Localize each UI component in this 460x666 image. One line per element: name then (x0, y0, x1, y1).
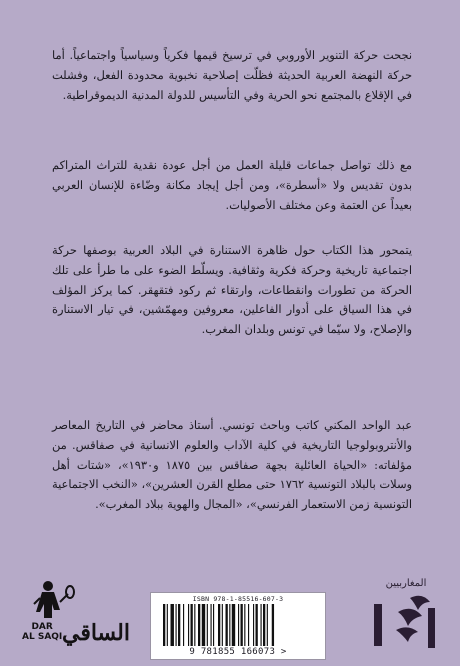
author-bio-paragraph: عبد الواحد المكني كاتب وباحث تونسي. أستاذ محاضر في التاريخ المعاصر والأنتروبولوجيا التاريخية في كلية الآداب والعلوم الانسانية في صفاقس. من مؤلفاته: «الحياة العائلية بجهة صفاقس بين ١٨٧٥ و١٩٣٠»، «شتات أهل وسلات بالبلاد التونسية ١٧٦٢ حتى مطلع القرن العشرين»، «النخب الاجتماعية التونسية زمن الاستعمار الفرنسي»، «المجال والهوية ببلاد المغرب». (52, 418, 412, 511)
isbn-barcode (150, 592, 326, 660)
barcode-digits: 9 781855 166073 > (189, 647, 287, 657)
publisher-name-latin: DAR AL SAQI (22, 622, 63, 642)
series-logo-icon (368, 578, 440, 652)
book-summary-paragraph: يتمحور هذا الكتاب حول ظاهرة الاستنارة في البلاد العربية بوصفها حركة اجتماعية تاريخية وحركة فكرية وثقافية. ويسلّط الضوء على ما طرأ على تلك الحركة من تطورات وانقطاعات، وارتقاء ثم ركود فتقهقر. كما يركز المؤلف في هذا السياق على أدوار الفاعلين، معروفين ومهمّشين، في تيار الاستنارة والإصلاح، ولا سيّما في تونس وبلدان المغرب. (52, 243, 412, 336)
context-paragraph: مع ذلك تواصل جماعات قليلة العمل من أجل عودة نقدية للتراث المتراكم بدون تقديس ولا «أسطرة»، ومن أجل إيجاد مكانة وضّاءة للإنسان العربي بعيداً عن العتمة وعن مختلف الأصوليات. (52, 158, 412, 212)
intro-paragraph: نجحت حركة التنوير الأوروبي في ترسيخ قيمها فكرياً وسياسياً واجتماعياً. أما حركة النهضة العربية الحديثة فظلّت إصلاحية نخبوية محدودة الفعل، وفشلت في الإقلاع بالمجتمع نحو الحرية وفي التأسيس للدولة المدنية الديموقراطية. (52, 48, 412, 102)
isbn-number: ISBN 978-1-85516-607-3 (192, 595, 284, 603)
publisher-name-arabic: الساقي (62, 620, 130, 646)
barcode-bars (161, 604, 317, 646)
series-name: المغاربيين (385, 578, 427, 589)
